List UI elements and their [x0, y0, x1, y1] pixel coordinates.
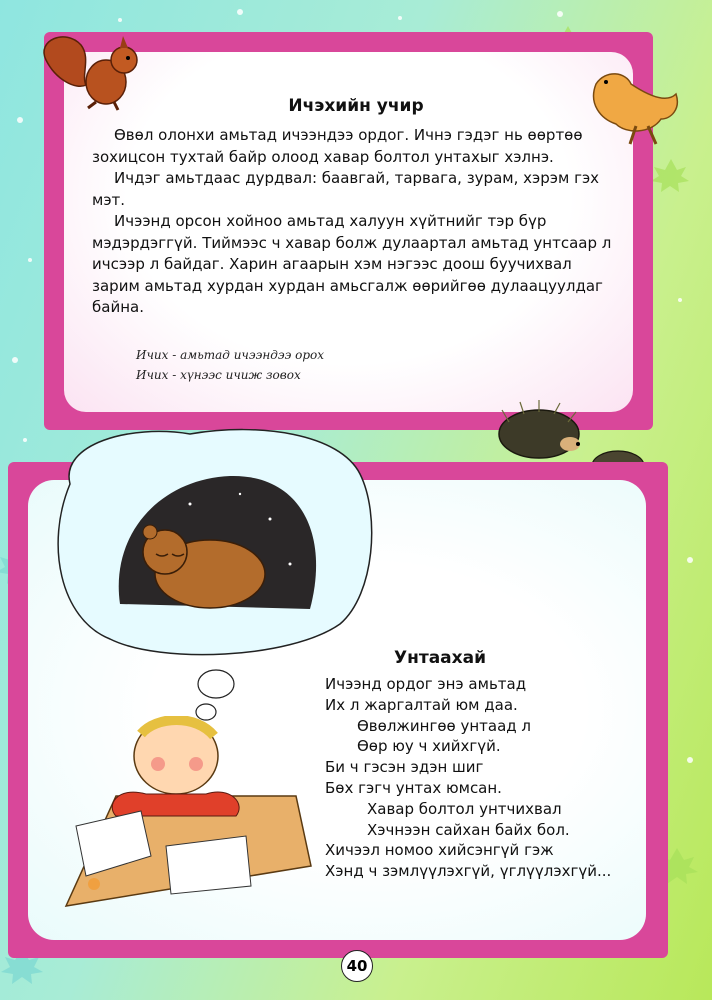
story-body	[92, 125, 612, 319]
poem	[325, 674, 611, 882]
poem-line: Ичээнд ордог энэ амьтад	[325, 675, 527, 693]
poem-line: Хичээл номоо хийсэнгүй гэж	[325, 841, 554, 860]
story-paragraph: Өвөл олонхи амьтад ичээндээ ордог. Ичнэ гэдэг нь өөртөө зохицсон тухтай байр олоод хавар болтол унтахыг хэлнэ.	[92, 126, 583, 166]
definition-line: Ичих - хүнээс ичиж зовох	[136, 368, 301, 382]
page-number: 40	[341, 950, 373, 982]
poem-line: Хавар болтол унтчихвал	[367, 799, 562, 818]
poem-line: Их л жаргалтай юм даа.	[325, 695, 518, 714]
story-paragraph: Ичээнд орсон хойноо амьтад халуун хүйтнийг тэр бүр мэдэрдэггүй. Тиймээс ч хавар болж дулаартал амьтад унтсаар л ичсээр л байдаг. Харин агаарын хэм нэгээс доош буучихвал зарим амьтад хурдан хурдан амьсгалж өөрийгөө дулаацуулдаг байна.	[92, 212, 612, 316]
sleeping-bear-in-den-illustration	[40, 424, 380, 662]
definitions	[136, 345, 324, 385]
poem-line: Өөр юу ч хийхгүй.	[357, 737, 501, 756]
dreaming-boy-at-desk-illustration	[46, 716, 316, 912]
squirrel-illustration	[36, 30, 146, 112]
poem-line: Өвөлжингөө унтаад л	[357, 716, 532, 735]
story-paragraph: Ичдэг амьтдаас дурдвал: баавгай, тарвага, зурам, хэрэм гэх мэт.	[92, 169, 600, 209]
definition-line: Ичих - амьтад ичээндээ орох	[136, 348, 324, 362]
poem-line: Бөх гэгч унтах юмсан.	[325, 778, 502, 797]
poem-line: Хэнд ч зэмлүүлэхгүй, үглүүлэхгүй...	[325, 862, 612, 881]
poem-line: Хэчнээн сайхан байх бол.	[367, 820, 570, 839]
marmot-illustration	[576, 64, 688, 150]
poem-line: Би ч гэсэн эдэн шиг	[325, 758, 484, 777]
hedgehog-illustration	[494, 400, 584, 464]
story-title: Ичэхийн учир	[288, 96, 424, 116]
poem-title: Унтаахай	[394, 648, 486, 668]
